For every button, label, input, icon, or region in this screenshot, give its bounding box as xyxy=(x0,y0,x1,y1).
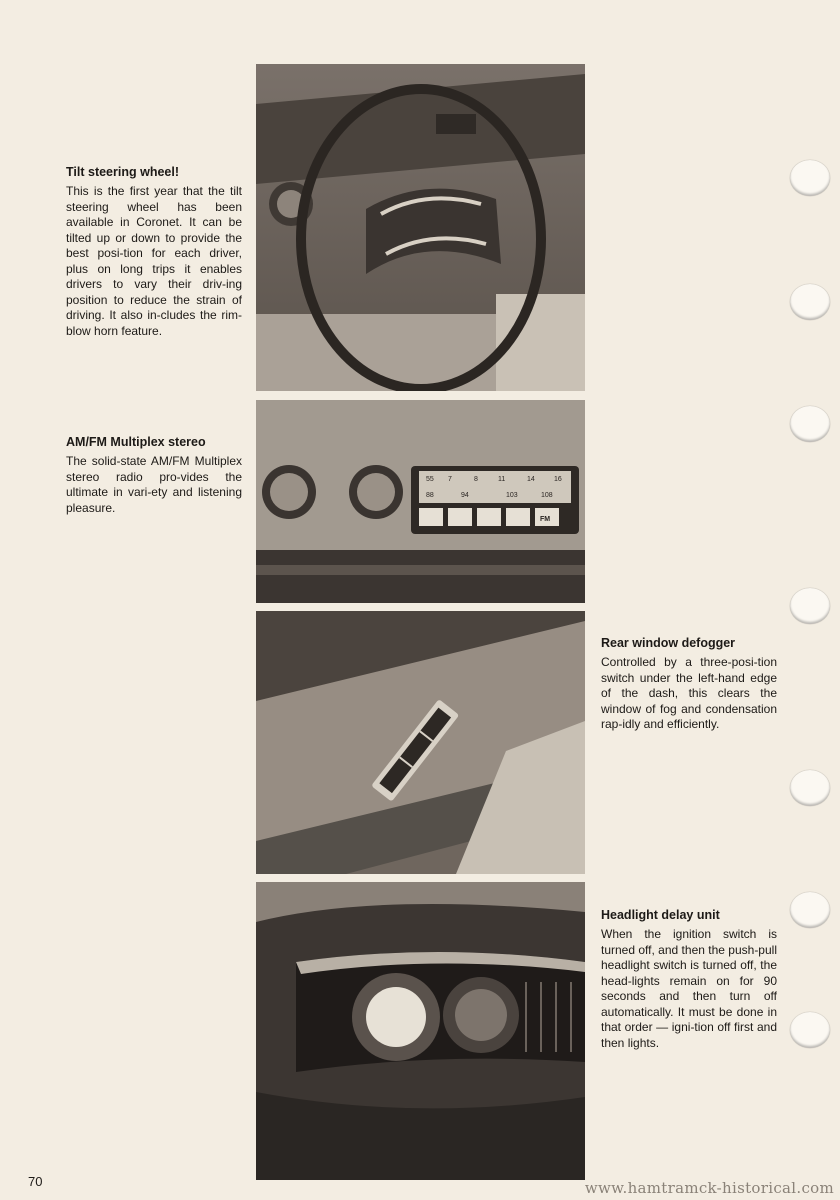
tilt-steering-body: This is the first year that the tilt steering wheel has been available in Coronet. It can be tilted up or down to provide the best posi-tion for each driver, plus on long trips it enables drivers to vary their driv-ing position to reduce the strain of driving. It also in-cludes the rim-blow horn feature. xyxy=(66,184,242,338)
fm-button-label: FM xyxy=(540,516,551,523)
headlight-title: Headlight delay unit xyxy=(601,908,720,922)
defogger-photo xyxy=(256,611,585,874)
binder-hole xyxy=(790,892,830,928)
headlight-photo xyxy=(256,882,585,1180)
dial-top-4: 11 xyxy=(498,476,506,483)
binder-hole xyxy=(790,406,830,442)
watermark: www.hamtramck-historical.com xyxy=(584,1179,834,1197)
binder-hole xyxy=(790,284,830,320)
tilt-steering-title: Tilt steering wheel! xyxy=(66,165,179,179)
binder-hole xyxy=(790,588,830,624)
defogger-body: Controlled by a three-posi-tion switch under the left-hand edge of the dash, this clears the window of fog and condensation rap-idly and efficiently. xyxy=(601,655,777,731)
headlight-caption xyxy=(601,907,777,1051)
dial-bottom-1: 88 xyxy=(426,492,434,499)
tilt-steering-caption xyxy=(66,164,242,339)
headlight-body: When the ignition switch is turned off, and then the push-pull headlight switch is turned off, the head-lights remain on for 90 seconds and then turn off automatically. It must be done in that order — igni-tion off first and then lights. xyxy=(601,927,777,1050)
defogger-caption xyxy=(601,635,777,733)
page-number: 70 xyxy=(28,1174,43,1189)
dial-top-3: 8 xyxy=(474,476,478,483)
dial-top-5: 14 xyxy=(527,476,535,483)
steering-wheel-photo xyxy=(256,64,585,391)
dial-bottom-3: 103 xyxy=(506,492,518,499)
dial-top-1: 55 xyxy=(426,476,434,483)
radio-body: The solid-state AM/FM Multiplex stereo radio pro-vides the ultimate in vari-ety and listening pleasure. xyxy=(66,454,242,515)
radio-photo xyxy=(256,400,585,603)
dial-top-2: 7 xyxy=(448,476,452,483)
radio-title: AM/FM Multiplex stereo xyxy=(66,435,206,449)
defogger-title: Rear window defogger xyxy=(601,636,736,650)
radio-caption xyxy=(66,434,242,516)
dial-top-6: 16 xyxy=(554,476,562,483)
dial-bottom-4: 108 xyxy=(541,492,553,499)
binder-hole xyxy=(790,160,830,196)
binder-hole xyxy=(790,770,830,806)
dial-bottom-2: 94 xyxy=(461,492,469,499)
binder-hole xyxy=(790,1012,830,1048)
